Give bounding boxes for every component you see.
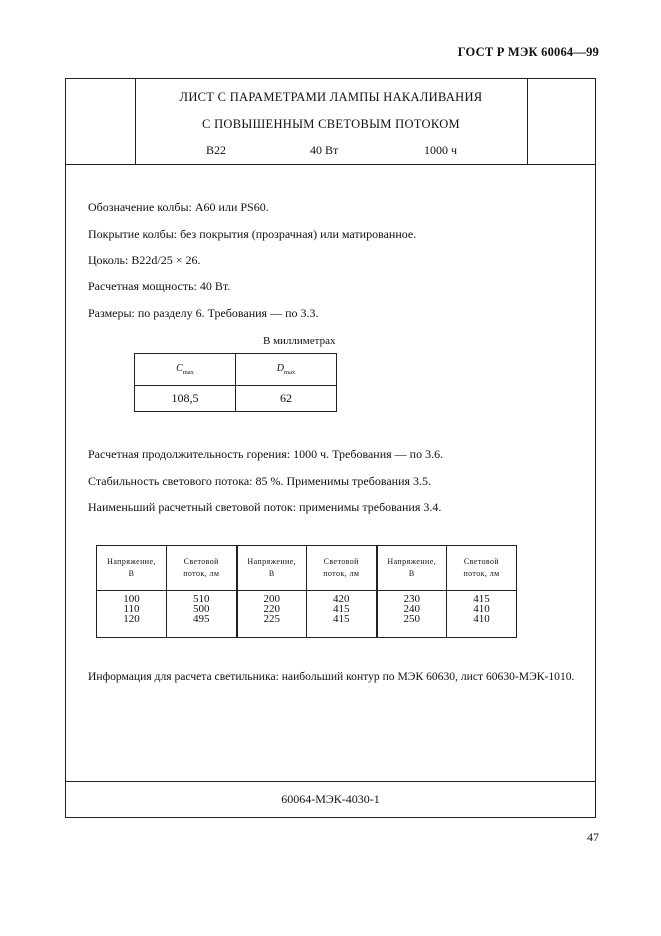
flux-header: Световой поток, лм xyxy=(447,546,517,591)
req-life: Расчетная продолжительность горения: 1000 ч. Требования — по 3.6. xyxy=(88,447,444,461)
req-stability: Стабильность светового потока: 85 %. Применимы требования 3.5. xyxy=(88,474,432,488)
spec-dimensions: Размеры: по разделу 6. Требования — по 3.3. xyxy=(88,306,319,320)
spec-wattage: Расчетная мощность: 40 Вт. xyxy=(88,279,231,293)
voltage-cell: 200 220 225 xyxy=(237,591,307,638)
voltage-cell: 230 240 250 xyxy=(377,591,447,638)
sheet-title-line1: ЛИСТ С ПАРАМЕТРАМИ ЛАМПЫ НАКАЛИВАНИЯ xyxy=(179,90,483,104)
flux-header: Световой поток, лм xyxy=(167,546,237,591)
sheet-title-line2: С ПОВЫШЕННЫМ СВЕТОВЫМ ПОТОКОМ xyxy=(202,117,460,131)
dim-header-c-max: $C_{max}$ xyxy=(135,354,236,386)
req-min-flux: Наименьший расчетный световой поток: применимы требования 3.4. xyxy=(88,500,442,514)
voltage-cell: 100 110 120 xyxy=(97,591,167,638)
dimension-table xyxy=(134,353,337,412)
flux-cell: 420 415 415 xyxy=(307,591,377,638)
flux-cell: 415 410 410 xyxy=(447,591,517,638)
header-divider-right xyxy=(527,79,528,164)
spec-coating: Покрытие колбы: без покрытия (прозрачная) или матированное. xyxy=(88,227,417,241)
sheet-code: 60064-МЭК-4030-1 xyxy=(281,792,380,806)
cap-type: B22 xyxy=(206,143,227,157)
rated-life: 1000 ч xyxy=(424,143,458,157)
spec-base: Цоколь: B22d/25 × 26. xyxy=(88,253,201,267)
voltage-header: Напряжение, В xyxy=(237,546,307,591)
standard-code: ГОСТ Р МЭК 60064—99 xyxy=(457,45,599,59)
dim-header-d-max: $D_{max}$ xyxy=(236,354,337,386)
rated-power: 40 Вт xyxy=(310,143,339,157)
unit-note: В миллиметрах xyxy=(263,335,336,347)
dim-value-c-max: 108,5 xyxy=(135,386,236,412)
data-sheet-frame xyxy=(65,78,596,818)
dim-value-d-max: 62 xyxy=(236,386,337,412)
footer-divider xyxy=(66,781,595,782)
sheet-header xyxy=(66,79,595,165)
spec-bulb: Обозначение колбы: A60 или PS60. xyxy=(88,200,269,214)
page-number: 47 xyxy=(587,830,599,844)
luminaire-info: Информация для расчета светильника: наибольший контур по МЭК 60630, лист 60630-МЭК-1010. xyxy=(88,670,575,683)
voltage-header: Напряжение, В xyxy=(97,546,167,591)
luminous-flux-table xyxy=(96,545,517,638)
flux-header: Световой поток, лм xyxy=(307,546,377,591)
flux-cell: 510 500 495 xyxy=(167,591,237,638)
voltage-header: Напряжение, В xyxy=(377,546,447,591)
